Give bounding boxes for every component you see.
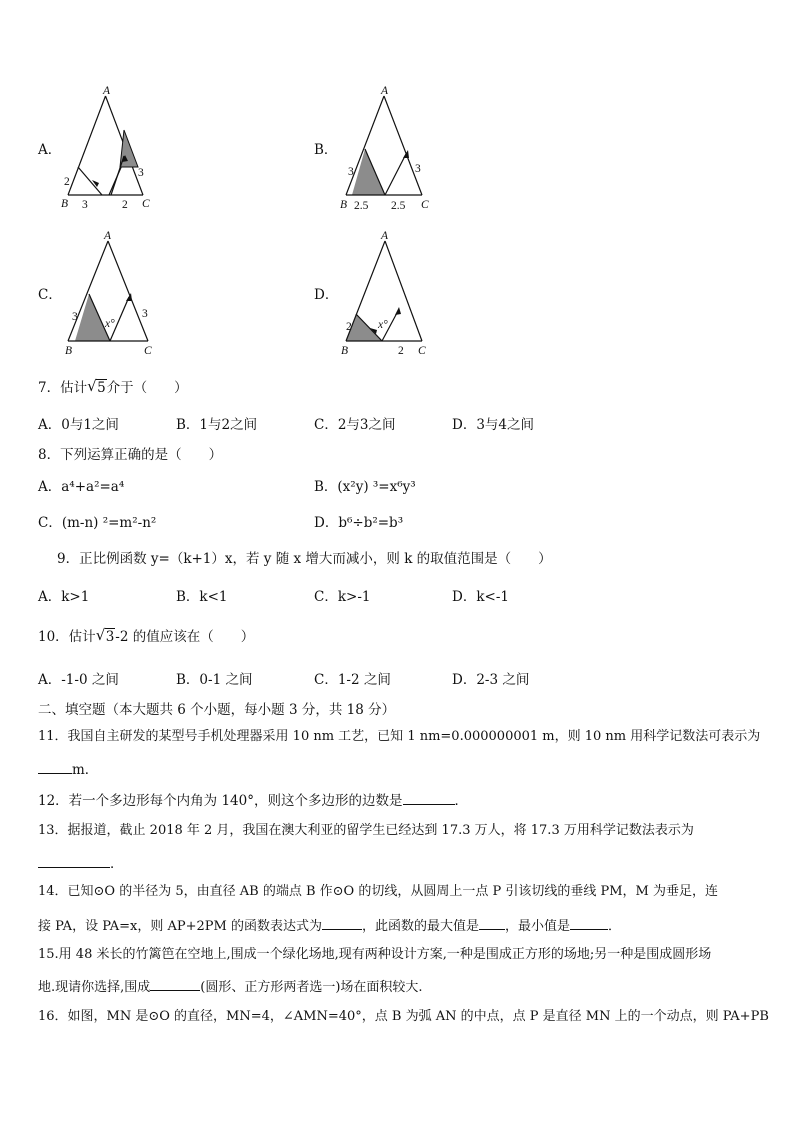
q8-option-a[interactable]: A．a⁴+a²=a⁴ [38,479,125,495]
q14-text-a: 接 PA，设 PA=x，则 AP+2PM 的函数表达式为 [38,919,322,934]
q10-option-d[interactable]: D．2-3 之间 [452,672,530,688]
q10-prefix: 10．估计 [38,629,96,645]
figure-b-base-left: 2.5 [354,200,369,212]
q12-end: ． [454,793,468,809]
figure-b-vertex-a: A [381,85,389,97]
q9-option-c[interactable]: C．k>-1 [314,589,371,605]
figure-c-vertex-b: B [65,345,73,357]
q10-radicand: 3 [105,629,115,645]
q9-stem: 9．正比例函数 y=（k+1）x，若 y 随 x 增大而减小，则 k 的取值范围是（ ） [57,551,552,567]
figure-c-vertex-c: C [144,345,152,357]
figure-a-vertex-b: B [61,198,69,210]
q8-stem: 8．下列运算正确的是（ ） [38,447,223,463]
q12-line [38,790,468,810]
figure-c-side-right: 3 [142,308,148,320]
q7-option-c[interactable]: C．2与3之间 [314,417,396,433]
option-b-label[interactable]: B． [314,142,338,158]
q14-text-c: ，最小值是 [505,919,571,934]
q16-line1: 16．如图，MN 是⊙O 的直径，MN=4，∠AMN=40°，点 B 为弧 AN 的中点，点 P 是直径 MN 上的一个动点，则 PA+PB [38,1009,769,1024]
figure-c-triangle [58,229,168,359]
figure-d-side-left: 2 [346,321,352,333]
figure-c-side-left: 3 [72,311,78,323]
q10-suffix: -2 的值应该在（ ） [115,629,255,645]
q14-end: ． [608,919,622,934]
q8-option-c[interactable]: C．(m-n) ²=m²-n² [38,515,157,531]
q12-text: 12．若一个多边形每个内角为 140°，则这个多边形的边数是 [38,793,403,809]
q13-line1: 13．据报道，截止 2018 年 2 月，我国在澳大利亚的留学生已经达到 17.3 万人，将 17.3 万用科学记数法表示为 [38,823,694,838]
q14-max-blank[interactable] [479,915,505,930]
figure-a-base-right: 2 [122,199,128,211]
figure-d-triangle [334,229,434,359]
option-a-label[interactable]: A． [38,142,62,158]
q9-option-d[interactable]: D．k<-1 [452,589,509,605]
option-c-label[interactable]: C． [38,287,62,303]
q13-end: ． [110,856,124,872]
q14-min-blank[interactable] [570,915,608,930]
q8-option-d[interactable]: D．b⁶÷b²=b³ [314,515,404,531]
q11-line1: 11．我国自主研发的某型号手机处理器采用 10 nm 工艺，已知 1 nm=0.000000001 m，则 10 nm 用科学记数法可表示为 [38,729,761,744]
figure-b-base-right: 2.5 [391,200,406,212]
figure-c-angle: x° [105,318,115,330]
q7-suffix: 介于（ ） [106,380,188,396]
figure-a-side-left: 2 [64,176,70,188]
figure-d-vertex-a: A [381,230,389,242]
figure-d-angle: x° [378,319,388,331]
q10-option-c[interactable]: C．1-2 之间 [314,672,391,688]
section-2-title: 二、填空题（本大题共 6 个小题，每小题 3 分，共 18 分） [38,702,396,718]
q11-answer-blank[interactable] [38,759,72,774]
q7-option-d[interactable]: D．3与4之间 [452,417,535,433]
q7-stem [38,379,188,397]
q15-text-a: 地.现请你选择,围成 [38,980,151,995]
figure-b-vertex-b: B [340,199,348,211]
q15-line1: 15.用 48 米长的竹篱笆在空地上,围成一个绿化场地,现有两种设计方案,一种是围成正方形的场地;另一种是围成圆形场 [38,947,712,962]
q13-line2 [38,853,124,873]
q11-line2 [38,759,98,779]
q9-option-a[interactable]: A．k>1 [38,589,90,605]
figure-d-base-right: 2 [398,345,404,357]
q14-line2 [38,915,621,936]
q10-sqrt: √ 3 [95,626,115,645]
q14-line1: 14．已知⊙O 的半径为 5，由直径 AB 的端点 B 作⊙O 的切线，从圆周上一点 P 引该切线的垂线 PM，M 为垂足，连 [38,884,718,899]
q12-answer-blank[interactable] [403,790,455,805]
figure-d-vertex-b: B [341,345,349,357]
figure-b-vertex-c: C [421,199,429,211]
q7-prefix: 7．估计 [38,380,88,396]
q15-line2 [38,976,423,997]
figure-a-side-right: 3 [138,167,144,179]
q15-answer-blank[interactable] [150,976,200,991]
q8-option-b[interactable]: B．(x²y) ³=x⁶y³ [314,479,416,495]
figure-d-vertex-c: C [418,345,426,357]
q7-sqrt: √ 5 [87,377,106,396]
q14-expression-blank[interactable] [322,915,362,930]
q7-option-a[interactable]: A．0与1之间 [38,417,119,433]
q10-stem [38,628,254,646]
q11-unit: m． [72,762,99,778]
q15-text-b: (圆形、正方形两者选一)场在面积较大. [200,980,423,995]
figure-a-triangle [58,84,158,214]
q10-option-b[interactable]: B．0-1 之间 [176,672,253,688]
q14-text-b: ，此函数的最大值是 [362,919,480,934]
q7-option-b[interactable]: B．1与2之间 [176,417,258,433]
figure-a-vertex-a: A [103,85,111,97]
figure-a-base-left: 3 [82,199,88,211]
figure-b-side-right: 3 [415,163,421,175]
q10-option-a[interactable]: A．-1-0 之间 [38,672,119,688]
figure-b-triangle [334,84,434,214]
q9-option-b[interactable]: B．k<1 [176,589,228,605]
q7-radicand: 5 [97,380,106,396]
figure-c-vertex-a: A [104,230,112,242]
option-d-label[interactable]: D． [314,287,339,303]
q13-answer-blank[interactable] [38,853,110,868]
figure-b-side-left: 3 [348,166,354,178]
figure-a-vertex-c: C [142,198,150,210]
